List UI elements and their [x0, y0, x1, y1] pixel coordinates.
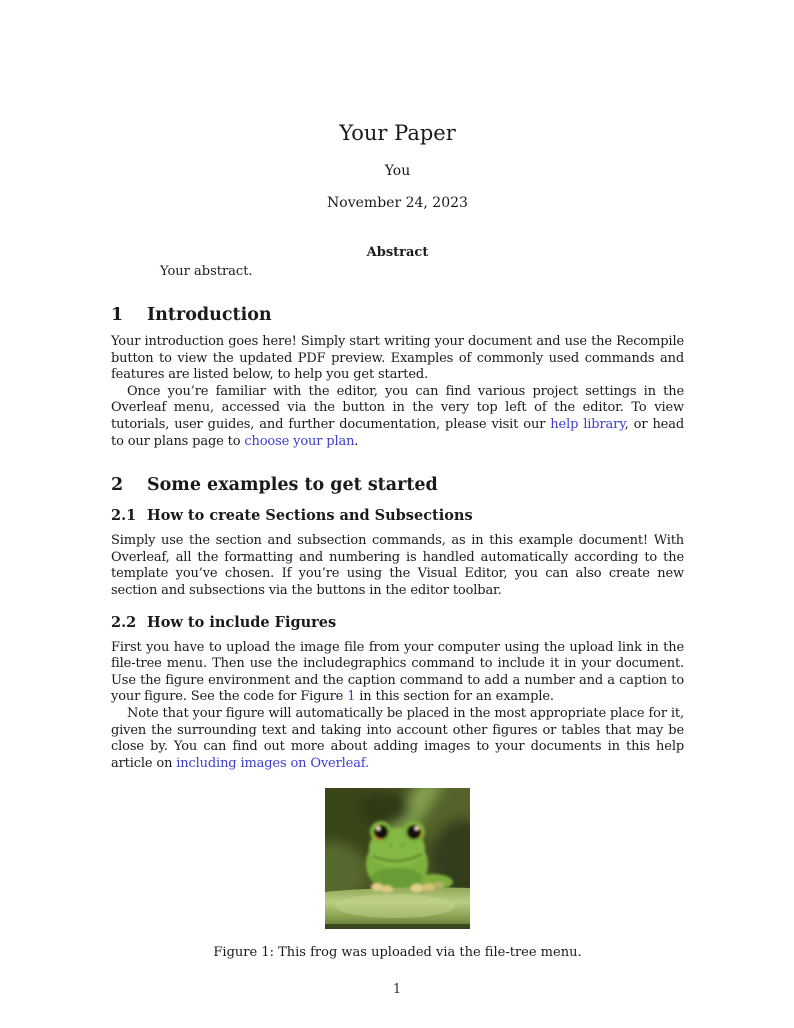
paragraph-figures-1: [111, 640, 684, 706]
figure-1: [111, 788, 684, 961]
paragraph-text: Note that your figure will automatically be placed in the most appropriate place for it, given the surrounding text and taking into account other figures or tables that may be close by. You can find out more about adding images to your documents in this help article on: [111, 705, 684, 771]
paper-date: November 24, 2023: [327, 195, 468, 211]
subsection-title: How to create Sections and Subsections: [147, 507, 473, 525]
abstract-heading: Abstract: [366, 245, 429, 260]
paragraph-intro-1: [111, 334, 684, 384]
section-number: 1: [111, 305, 124, 325]
subsection-number: 2.2: [111, 613, 137, 631]
hyperlink[interactable]: choose your plan: [244, 433, 355, 449]
section-heading-introduction: [111, 304, 684, 326]
abstract-body: Your abstract.: [160, 264, 253, 279]
paragraph-text: .: [354, 433, 359, 449]
paragraph-text: , or head to our plans page to: [111, 416, 684, 449]
hyperlink[interactable]: help library: [550, 416, 625, 432]
paragraph-sections-1: [111, 533, 684, 599]
section-heading-examples: [111, 474, 684, 496]
section-number: 2: [111, 475, 124, 496]
paragraph-text: Once you’re familiar with the editor, you can find various project settings in the Overleaf menu, accessed via the button in the very top left of the editor. To view tutorials, user guides, and further documentation, please visit our: [111, 383, 684, 432]
hyperlink[interactable]: 1: [347, 689, 356, 705]
subsection-heading-sections: [111, 507, 684, 525]
text-column: [0, 120, 794, 961]
paragraph-text: Simply use the section and subsection commands, as in this example document! With Overleaf, all the formatting and numbering is handled automatically according to the template you’ve chosen. If you’re using the Visual Editor, you can also create new section and subsections via the buttons in the editor toolbar.: [111, 533, 684, 598]
subsection-title: How to include Figures: [147, 613, 337, 631]
paragraph-text: First you have to upload the image file from your computer using the upload link in the file-tree menu. Then use the includegraphics command to include it in your document. Use the figure environment and the caption command to add a number and a caption to your figure. See the code for Figure: [111, 639, 684, 705]
section-title: Introduction: [147, 305, 272, 325]
paper-author: You: [384, 163, 411, 179]
hyperlink[interactable]: including images on Overleaf.: [176, 755, 369, 771]
paragraph-text: Your introduction goes here! Simply start writing your document and use the Recompile button to view the updated PDF preview. Examples of commonly used commands and features are listed below, to help you get started.: [111, 334, 684, 383]
paragraph-text: in this section for an example.: [355, 689, 554, 705]
subsection-heading-figures: [111, 614, 684, 632]
page-number: 1: [392, 982, 402, 997]
section-title: Some examples to get started: [147, 475, 438, 496]
figure-caption: Figure 1: This frog was uploaded via the file-tree menu.: [213, 945, 582, 961]
paragraph-figures-2: [111, 706, 684, 772]
paragraph-intro-2: [111, 384, 684, 450]
paper-title: Your Paper: [339, 121, 456, 145]
subsection-number: 2.1: [111, 507, 137, 525]
frog-photo: [325, 788, 470, 929]
